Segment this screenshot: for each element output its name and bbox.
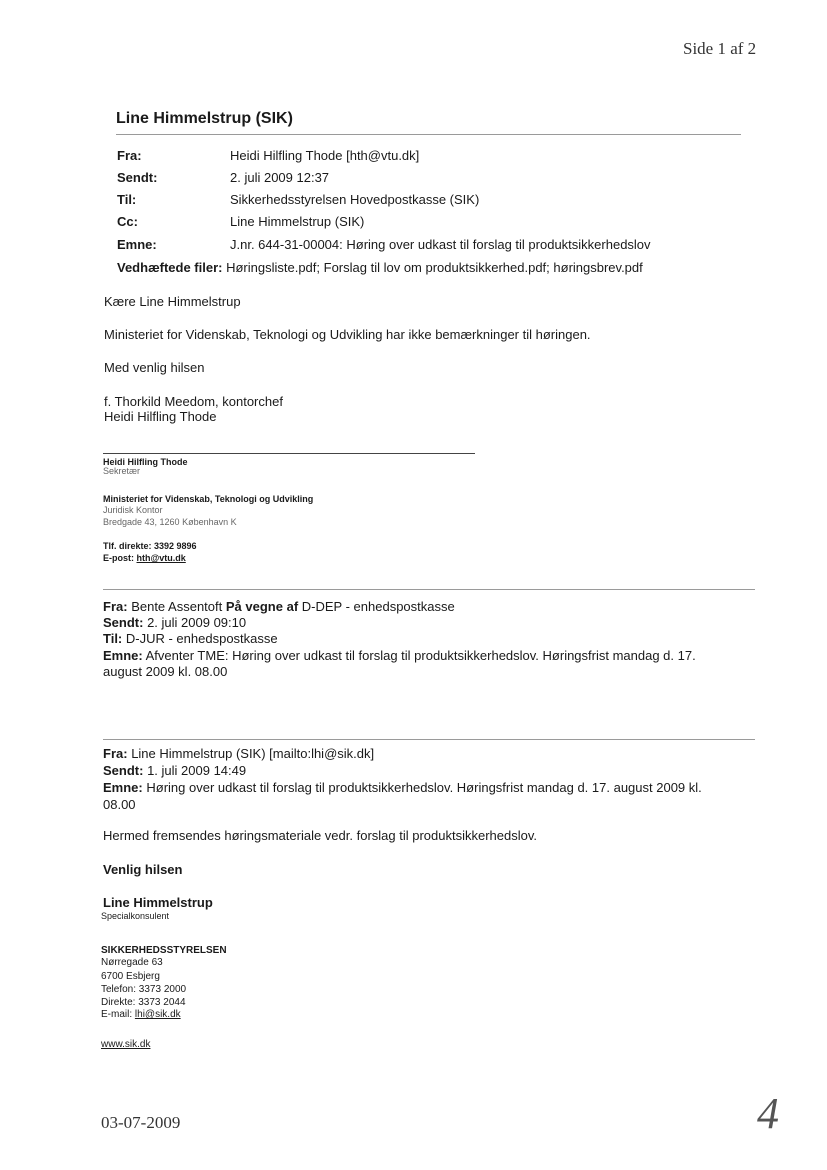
signature-email-label: E-post: — [103, 553, 134, 563]
forward1-to-label: Til: — [103, 631, 123, 646]
forward2-web-link[interactable]: www.sik.dk — [101, 1039, 151, 1050]
to-value: Sikkerhedsstyrelsen Hovedpostkasse (SIK) — [230, 192, 480, 207]
forward2-subject-line1: Høring over udkast til forslag til produktsikkerhedslov. Høringsfrist mandag d. 17. august 2009 kl. — [146, 780, 702, 795]
forward2-direct: Direkte: 3373 2044 — [101, 997, 186, 1008]
forward2-email-link[interactable]: lhi@sik.dk — [134, 1009, 181, 1020]
from-label: Fra: — [117, 148, 142, 163]
forward1-from-label: Fra: — [103, 599, 128, 614]
forward2-sent-label: Sendt: — [103, 763, 144, 778]
attachments-value: Høringsliste.pdf; Forslag til lov om produktsikkerhed.pdf; høringsbrev.pdf — [226, 260, 643, 275]
forward2-street: Nørregade 63 — [101, 957, 163, 968]
forward1-behalf: På vegne af — [225, 599, 299, 614]
forward1-sent-value: 2. juli 2009 09:10 — [147, 615, 247, 630]
signature-phone: Tlf. direkte: 3392 9896 — [103, 541, 197, 551]
cc-label: Cc: — [117, 214, 138, 229]
attachments-label: Vedhæftede filer: — [117, 260, 223, 275]
header-attachments-row — [117, 260, 643, 280]
forward2-city: 6700 Esbjerg — [101, 971, 160, 982]
signature-email-row — [103, 553, 186, 563]
forward2-subject-line2: 08.00 — [103, 797, 136, 812]
signature-ministry: Ministeriet for Videnskab, Teknologi og Udvikling — [103, 494, 314, 504]
signature-role: Sekretær — [103, 466, 141, 476]
sent-value: 2. juli 2009 12:37 — [230, 170, 330, 185]
forward2-from-label: Fra: — [103, 746, 128, 761]
signature-name: Heidi Hilfling Thode — [103, 457, 188, 467]
body-text: Ministeriet for Videnskab, Teknologi og Udvikling har ikke bemærkninger til høringen. — [104, 327, 591, 342]
to-label: Til: — [117, 192, 137, 207]
forward2-sent-row — [103, 763, 246, 778]
forward2-sender-name: Line Himmelstrup — [103, 895, 213, 910]
forward2-email-row — [101, 1009, 181, 1020]
forward1-subject-row — [103, 648, 696, 663]
forward1-from-row — [103, 599, 455, 614]
forward1-to-row — [103, 631, 278, 646]
title-divider — [116, 134, 741, 135]
sent-label: Sendt: — [117, 170, 158, 185]
signature-address: Bredgade 43, 1260 København K — [103, 517, 237, 527]
forward2-email-label: E-mail: — [101, 1009, 133, 1020]
forward2-from-value: Line Himmelstrup (SIK) [mailto:lhi@sik.dk] — [131, 746, 375, 761]
forward1-divider — [103, 589, 755, 590]
footer-date: 03-07-2009 — [101, 1113, 181, 1132]
forward1-subject-line1: Afventer TME: Høring over udkast til forslag til produktsikkerhedslov. Høringsfrist mandag d. 17. — [145, 648, 696, 663]
forward1-to-value: D-JUR - enhedspostkasse — [125, 631, 278, 646]
sign-line-2: Heidi Hilfling Thode — [104, 409, 217, 424]
forward2-divider — [103, 739, 755, 740]
signature-divider — [103, 453, 475, 454]
forward1-subject-line2: august 2009 kl. 08.00 — [103, 664, 228, 679]
forward1-from-name: Bente Assentoft — [131, 599, 223, 614]
document-title: Line Himmelstrup (SIK) — [116, 110, 293, 127]
from-value: Heidi Hilfling Thode [hth@vtu.dk] — [230, 148, 420, 163]
forward2-subject-row — [103, 780, 702, 795]
subject-value: J.nr. 644-31-00004: Høring over udkast til forslag til produktsikkerhedslov — [230, 237, 651, 252]
subject-label: Emne: — [117, 237, 157, 252]
sign-line-1: f. Thorkild Meedom, kontorchef — [104, 394, 283, 409]
cc-value: Line Himmelstrup (SIK) — [230, 214, 365, 229]
forward2-closing: Venlig hilsen — [103, 862, 183, 877]
forward2-subject-label: Emne: — [103, 780, 143, 795]
forward2-org: SIKKERHEDSSTYRELSEN — [101, 945, 227, 956]
signature-office: Juridisk Kontor — [103, 505, 163, 515]
forward1-subject-label: Emne: — [103, 648, 143, 663]
forward1-sent-row — [103, 615, 246, 630]
greeting: Kære Line Himmelstrup — [104, 294, 241, 309]
forward1-sent-label: Sendt: — [103, 615, 144, 630]
forward2-sender-role: Specialkonsulent — [101, 911, 170, 921]
page-number: Side 1 af 2 — [683, 39, 757, 58]
forward2-web-row — [101, 1039, 150, 1050]
handwritten-page-mark: 4 — [757, 1089, 779, 1138]
forward1-from-org: D-DEP - enhedspostkasse — [301, 599, 455, 614]
forward2-sent-value: 1. juli 2009 14:49 — [147, 763, 247, 778]
forward2-phone: Telefon: 3373 2000 — [101, 984, 187, 995]
forward2-from-row — [103, 746, 374, 761]
signature-email-link[interactable]: hth@vtu.dk — [136, 553, 186, 563]
forward2-body: Hermed fremsendes høringsmateriale vedr. forslag til produktsikkerhedslov. — [103, 828, 537, 843]
closing: Med venlig hilsen — [104, 360, 205, 375]
